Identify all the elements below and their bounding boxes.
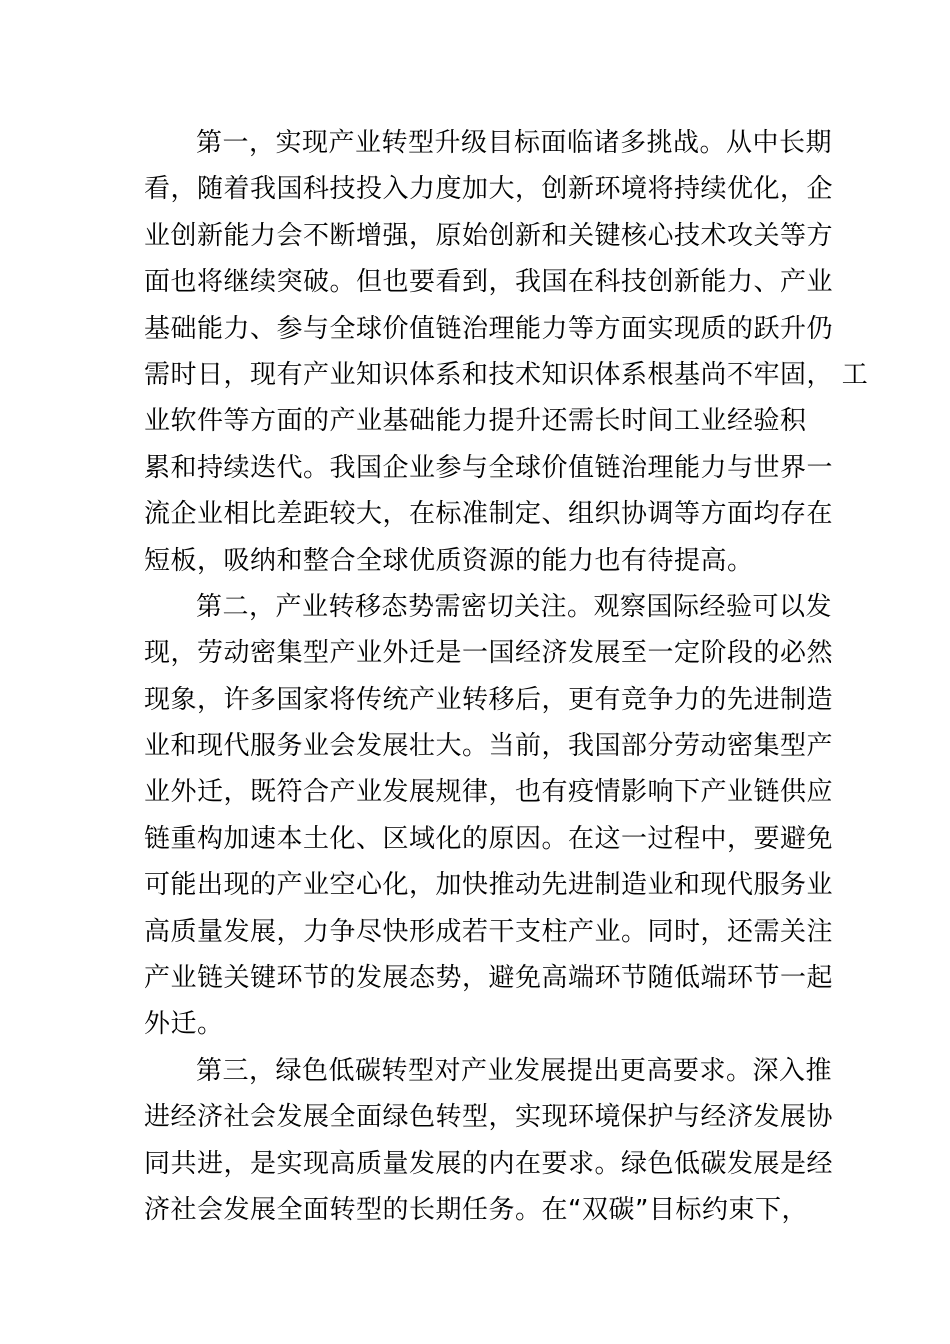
paragraph-2-line: 第二，产业转移态势需密切关注。观察国际经验可以发 <box>196 591 833 622</box>
paragraph-2-line: 外迁。 <box>144 1009 224 1040</box>
paragraph-2-line: 可能出现的产业空心化，加快推动先进制造业和现代服务业 <box>144 870 834 901</box>
paragraph-2-line: 业外迁，既符合产业发展规律，也有疫情影响下产业链供应 <box>144 777 834 808</box>
paragraph-1-line: 面也将继续突破。但也要看到，我国在科技创新能力、产业 <box>144 267 834 298</box>
paragraph-1-line: 累和持续迭代。我国企业参与全球价值链治理能力与世界一 <box>144 452 834 483</box>
paragraph-2-line: 产业链关键环节的发展态势，避免高端环节随低端环节一起 <box>144 963 834 994</box>
paragraph-2-line: 链重构加速本土化、区域化的原因。在这一过程中，要避免 <box>144 823 834 854</box>
paragraph-1-line: 基础能力、参与全球价值链治理能力等方面实现质的跃升仍 <box>144 313 834 344</box>
paragraph-2-line: 现象，许多国家将传统产业转移后，更有竞争力的先进制造 <box>144 684 834 715</box>
paragraph-1-line: 短板，吸纳和整合全球优质资源的能力也有待提高。 <box>144 545 754 576</box>
paragraph-3-line: 济社会发展全面转型的长期任务。在“双碳”目标约束下， <box>144 1194 808 1225</box>
paragraph-1-line: 看，随着我国科技投入力度加大，创新环境将持续优化，企 <box>144 174 834 205</box>
paragraph-2-line: 现，劳动密集型产业外迁是一国经济发展至一定阶段的必然 <box>144 638 834 669</box>
paragraph-3-line: 同共进，是实现高质量发展的内在要求。绿色低碳发展是经 <box>144 1148 834 1179</box>
paragraph-3-line: 第三，绿色低碳转型对产业发展提出更高要求。深入推 <box>196 1055 833 1086</box>
paragraph-2-line: 高质量发展，力争尽快形成若干支柱产业。同时，还需关注 <box>144 916 834 947</box>
paragraph-1-line: 需时日，现有产业知识体系和技术知识体系根基尚不牢固， 工 <box>144 359 869 390</box>
paragraph-1-line: 流企业相比差距较大，在标准制定、组织协调等方面均存在 <box>144 499 834 530</box>
body-text <box>144 120 869 1233</box>
paragraph-1-line: 业软件等方面的产业基础能力提升还需长时间工业经验积 <box>144 406 807 437</box>
paragraph-3-line: 进经济社会发展全面绿色转型，实现环境保护与经济发展协 <box>144 1102 834 1133</box>
paragraph-1-line: 业创新能力会不断增强，原始创新和关键核心技术攻关等方 <box>144 220 834 251</box>
paragraph-2-line: 业和现代服务业会发展壮大。当前，我国部分劳动密集型产 <box>144 731 834 762</box>
paragraph-1-line: 第一，实现产业转型升级目标面临诸多挑战。从中长期 <box>196 128 833 158</box>
